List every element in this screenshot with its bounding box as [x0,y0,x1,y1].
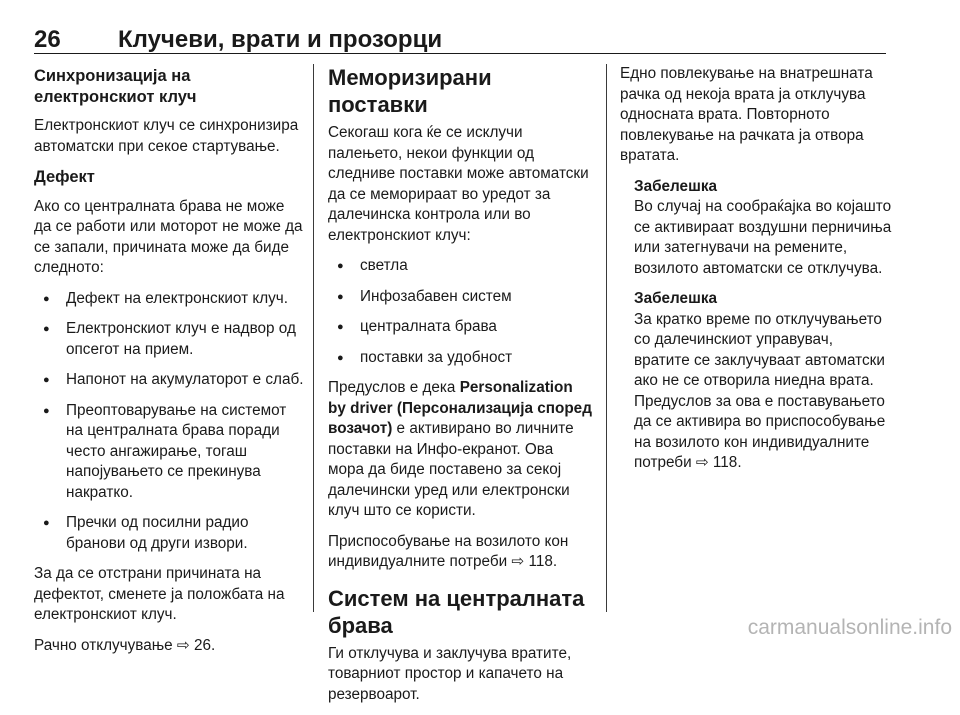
fault-intro: Ако со централната брава не може да се работи или моторот не може да се запали, причината може да биде следното: [34,197,303,276]
header-divider [34,53,886,54]
list-item: ● Напонот на акумулаторот е слаб. [34,370,304,391]
list-item: ● поставки за удобност [328,348,593,369]
list-item: ● централната брава [328,317,593,338]
inner-handle-paragraph: Едно повлекување на внатрешната рачка од некоја врата ја отклучува односната врата. Повторното повлекување на рачката ја отвора вратата. [620,65,873,164]
list-item: ● Инфозабавен систем [328,287,593,308]
note-block-1 [620,177,892,280]
column-left [34,64,304,666]
list-item: ● Дефект на електронскиот клуч. [34,289,304,310]
note-text: Во случај на сообраќајка во којашто се активираат воздушни перничиња или затегнувачи на ремените, возилото автоматски се отклучува. [634,198,892,277]
list-item: ● Електронскиот клуч е надвор од опсегот на прием. [34,319,304,360]
list-item: ● Пречки од посилни радио бранови од други извори. [34,513,304,554]
note-title: Забелешка [634,177,717,195]
memorized-intro: Секогаш кога ќе се исклучи палењето, некои функции од следниве поставки може автоматски да се меморираат во уредот за далечинска контрола или во електронскиот клуч: [328,124,589,244]
watermark: carmanualsonline.info [747,616,952,639]
personalization-setting-name: Personalization by driver (Персонализација според возачот) [328,379,592,437]
note-title: Забелешка [634,290,717,307]
note-text: За кратко време по отклучувањето со далечинскиот управувач, вратите се заклучуваат автоматски ако не се отворила ниедна врата. [634,310,885,389]
note-block-2 [620,289,892,474]
column-middle [328,64,593,715]
section-heading-sync: Синхронизација на електронскиот клуч [34,67,197,106]
list-item: ● светла [328,256,593,277]
personalization-paragraph [328,378,593,522]
column-right [620,64,892,484]
personalization-suffix: е активирано во личните поставки на Инфо-екранот. Ова мора да биде поставено за секој далечински уред или електронски клуч што се користи. [328,420,574,519]
section-heading-memorized: Меморизирани поставки [328,65,492,117]
page-number: 26 [34,26,61,53]
manual-unlock-reference[interactable]: Рачно отклучување ⇨ 26. [34,636,216,654]
list-item: ● Преоптоварување на системот на централната брава поради често ангажирање, тогаш напојувањето се прекинува накратко. [34,401,304,504]
section-heading-fault: Дефект [34,168,95,186]
fault-remedy: За да се отстрани причината на дефектот, сменете ја положбата на електронскиот клуч. [34,565,285,623]
central-lock-paragraph: Ги отклучува и заклучува вратите, товарниот простор и капачето на резервоарот. [328,644,572,703]
note-text-reference[interactable]: Предуслов за ова е поставувањето да се активира во приспособување на возилото кон индивидуалните потреби ⇨ 118. [634,392,886,471]
memorized-list [328,256,593,368]
section-heading-central-lock: Систем на централната брава [328,585,585,638]
column-divider-2 [606,64,607,612]
customization-reference[interactable]: Приспособување на возилото кон индивидуалните потреби ⇨ 118. [328,532,569,570]
page-header [34,26,886,56]
personalization-prefix: Предуслов е дека [328,379,460,396]
column-divider-1 [313,64,314,612]
fault-list [34,289,304,555]
sync-paragraph: Електронскиот клуч се синхронизира автоматски при секое стартување. [34,117,299,155]
page-title: Клучеви, врати и прозорци [118,26,443,53]
